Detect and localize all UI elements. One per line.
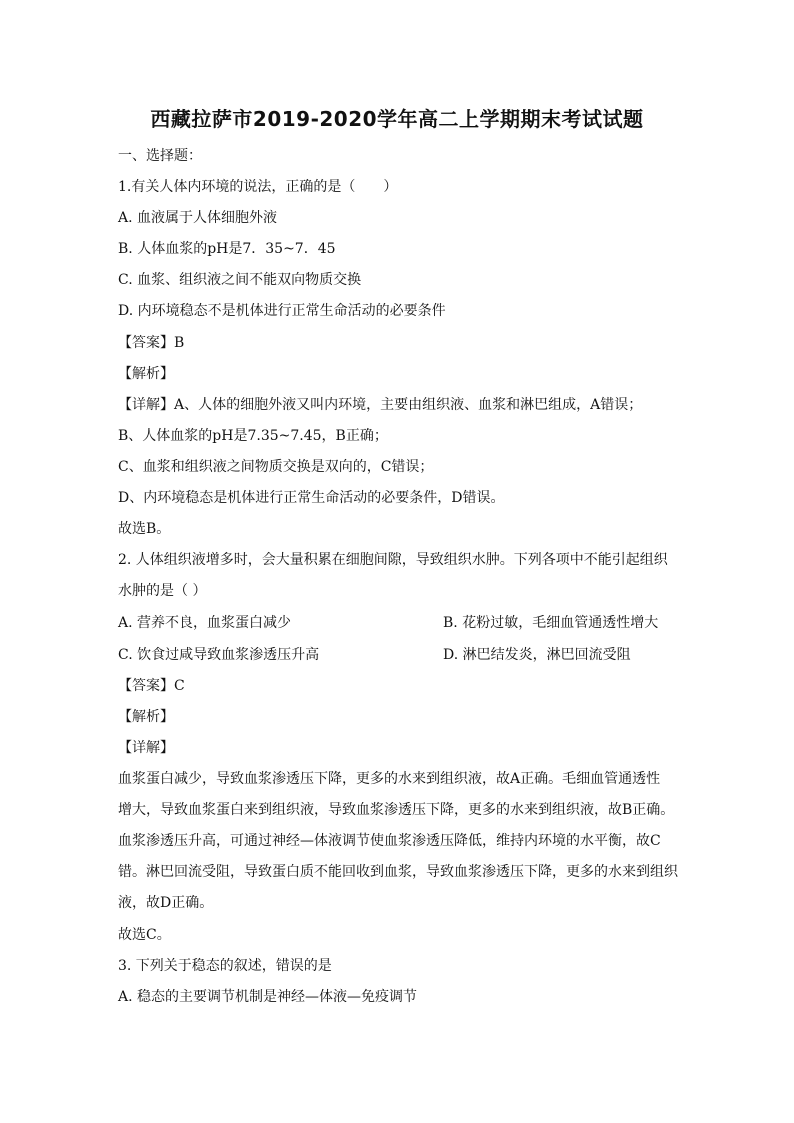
question-2-conclusion: 故选C。	[118, 927, 171, 943]
question-2-answer: 【答案】C	[118, 678, 185, 694]
section-heading: 一、选择题：	[118, 148, 202, 164]
question-1-analysis: 【解析】	[118, 366, 174, 382]
question-1-detail-line: 【详解】A、人体的细胞外液又叫内环境，主要由组织液、血浆和淋巴组成，A错误；	[118, 397, 643, 413]
page-title: 西藏拉萨市2019-2020学年高二上学期期末考试试题	[150, 107, 644, 131]
question-2-option-c: C. 饮食过咸导致血浆渗透压升高	[118, 647, 320, 663]
question-2-detail-line: 血浆蛋白减少，导致血浆渗透压下降，更多的水来到组织液，故A正确。毛细血管通透性	[118, 771, 661, 787]
question-2-detail-line: 增大，导致血浆蛋白来到组织液，导致血浆渗透压下降，更多的水来到组织液，故B正确。	[118, 802, 675, 818]
question-2-detail-line: 错。淋巴回流受阻，导致蛋白质不能回收到血浆，导致血浆渗透压下降，更多的水来到组织	[118, 864, 678, 880]
question-1-conclusion: 故选B。	[118, 521, 171, 537]
question-1-detail-line: D、内环境稳态是机体进行正常生命活动的必要条件，D错误。	[118, 490, 505, 506]
question-1-stem: 1.有关人体内环境的说法，正确的是（ ）	[118, 179, 398, 195]
question-2-option-a: A. 营养不良，血浆蛋白减少	[118, 615, 292, 631]
question-2-option-b: B. 花粉过敏，毛细血管通透性增大	[443, 615, 659, 631]
question-1-option-c: C. 血浆、组织液之间不能双向物质交换	[118, 272, 362, 288]
question-3-option-a: A. 稳态的主要调节机制是神经—体液—免疫调节	[118, 989, 418, 1005]
question-1-option-d: D. 内环境稳态不是机体进行正常生命活动的必要条件	[118, 303, 446, 319]
question-2-stem-line: 水肿的是（ ）	[118, 583, 207, 599]
question-1-option-a: A. 血液属于人体细胞外液	[118, 210, 278, 226]
question-3-stem: 3. 下列关于稳态的叙述，错误的是	[118, 958, 332, 974]
question-2-option-d: D. 淋巴结发炎，淋巴回流受阻	[443, 647, 631, 663]
question-1-detail-line: C、血浆和组织液之间物质交换是双向的，C错误；	[118, 459, 434, 475]
question-2-analysis: 【解析】	[118, 709, 174, 725]
question-1-answer: 【答案】B	[118, 335, 185, 351]
question-2-detail-label: 【详解】	[118, 740, 174, 756]
question-1-detail-line: B、人体血浆的pH是7.35~7.45，B正确；	[118, 428, 388, 444]
question-2-detail-line: 液，故D正确。	[118, 895, 214, 911]
question-1-option-b: B. 人体血浆的pH是7．35~7．45	[118, 241, 336, 257]
question-2-detail-line: 血浆渗透压升高，可通过神经—体液调节使血浆渗透压降低，维持内环境的水平衡，故C	[118, 833, 661, 849]
question-2-stem-line: 2. 人体组织液增多时，会大量积累在细胞间隙，导致组织水肿。下列各项中不能引起组织	[118, 552, 668, 568]
